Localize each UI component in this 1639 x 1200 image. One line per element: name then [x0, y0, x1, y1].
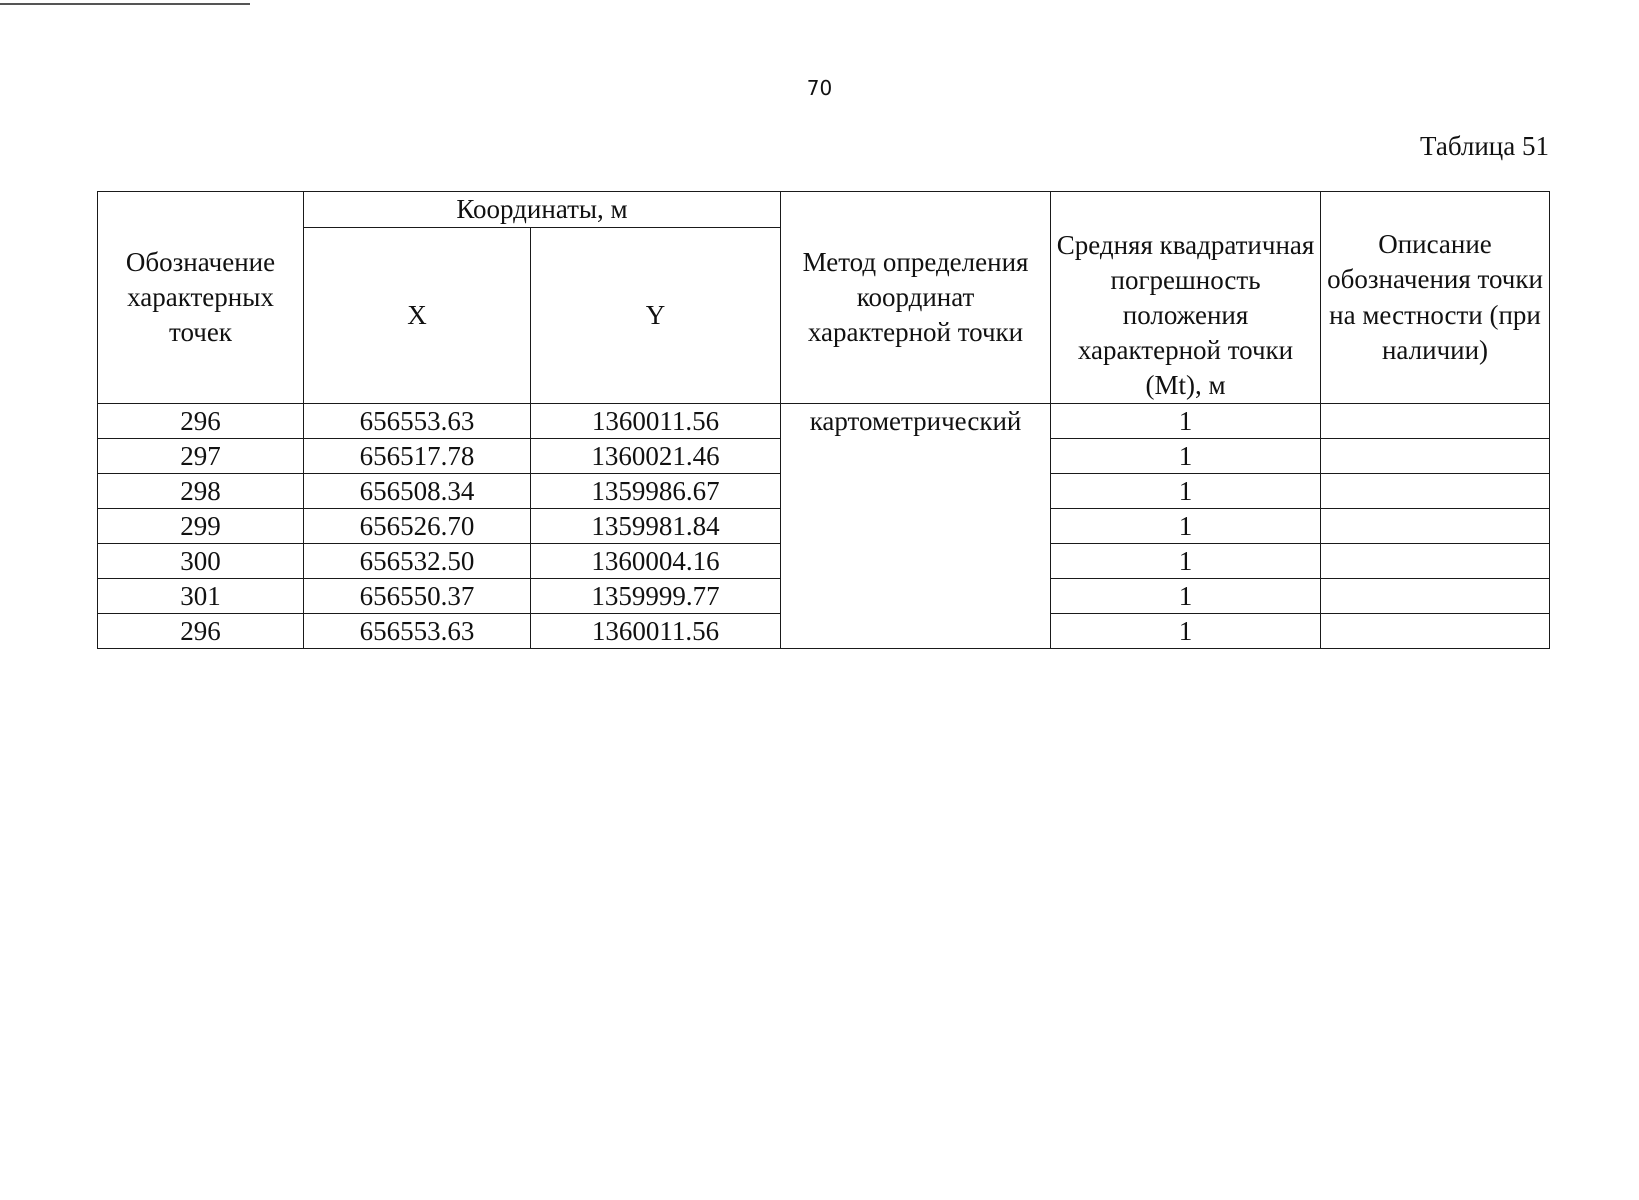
x-cell: 656553.63: [304, 404, 531, 439]
header-method: Метод определения координат характерной точки: [781, 192, 1051, 404]
description-cell: [1321, 614, 1550, 649]
y-cell: 1360011.56: [531, 614, 781, 649]
page-number: 70: [806, 76, 833, 100]
description-cell: [1321, 474, 1550, 509]
description-cell: [1321, 439, 1550, 474]
mt-cell: 1: [1051, 509, 1321, 544]
table-row: [98, 404, 1550, 439]
x-cell: 656517.78: [304, 439, 531, 474]
point-cell: 299: [98, 509, 304, 544]
x-cell: 656532.50: [304, 544, 531, 579]
description-cell: [1321, 579, 1550, 614]
x-cell: 656526.70: [304, 509, 531, 544]
y-cell: 1359999.77: [531, 579, 781, 614]
y-cell: 1360004.16: [531, 544, 781, 579]
x-cell: 656550.37: [304, 579, 531, 614]
mt-cell: 1: [1051, 474, 1321, 509]
table-caption: Таблица 51: [1420, 131, 1549, 161]
header-y: Y: [531, 228, 781, 404]
mt-cell: 1: [1051, 579, 1321, 614]
header-mean-error: Средняя квадратичная погрешность положения характерной точки (Mt), м: [1051, 192, 1321, 404]
y-cell: 1360021.46: [531, 439, 781, 474]
point-cell: 297: [98, 439, 304, 474]
coordinates-table: [97, 191, 1550, 649]
method-cell: картометрический: [781, 404, 1051, 649]
point-cell: 296: [98, 614, 304, 649]
header-x: X: [304, 228, 531, 404]
point-cell: 300: [98, 544, 304, 579]
y-cell: 1359981.84: [531, 509, 781, 544]
scan-edge-line: [0, 3, 250, 5]
point-cell: 301: [98, 579, 304, 614]
header-description: Описание обозначения точки на местности (при наличии): [1321, 192, 1550, 404]
header-coordinates-group: Координаты, м: [304, 192, 781, 228]
x-cell: 656508.34: [304, 474, 531, 509]
description-cell: [1321, 509, 1550, 544]
mt-cell: 1: [1051, 544, 1321, 579]
point-cell: 296: [98, 404, 304, 439]
point-cell: 298: [98, 474, 304, 509]
description-cell: [1321, 404, 1550, 439]
mt-cell: 1: [1051, 439, 1321, 474]
y-cell: 1359986.67: [531, 474, 781, 509]
header-designation: Обозначение характерных точек: [98, 192, 304, 404]
mt-cell: 1: [1051, 614, 1321, 649]
y-cell: 1360011.56: [531, 404, 781, 439]
x-cell: 656553.63: [304, 614, 531, 649]
mt-cell: 1: [1051, 404, 1321, 439]
description-cell: [1321, 544, 1550, 579]
